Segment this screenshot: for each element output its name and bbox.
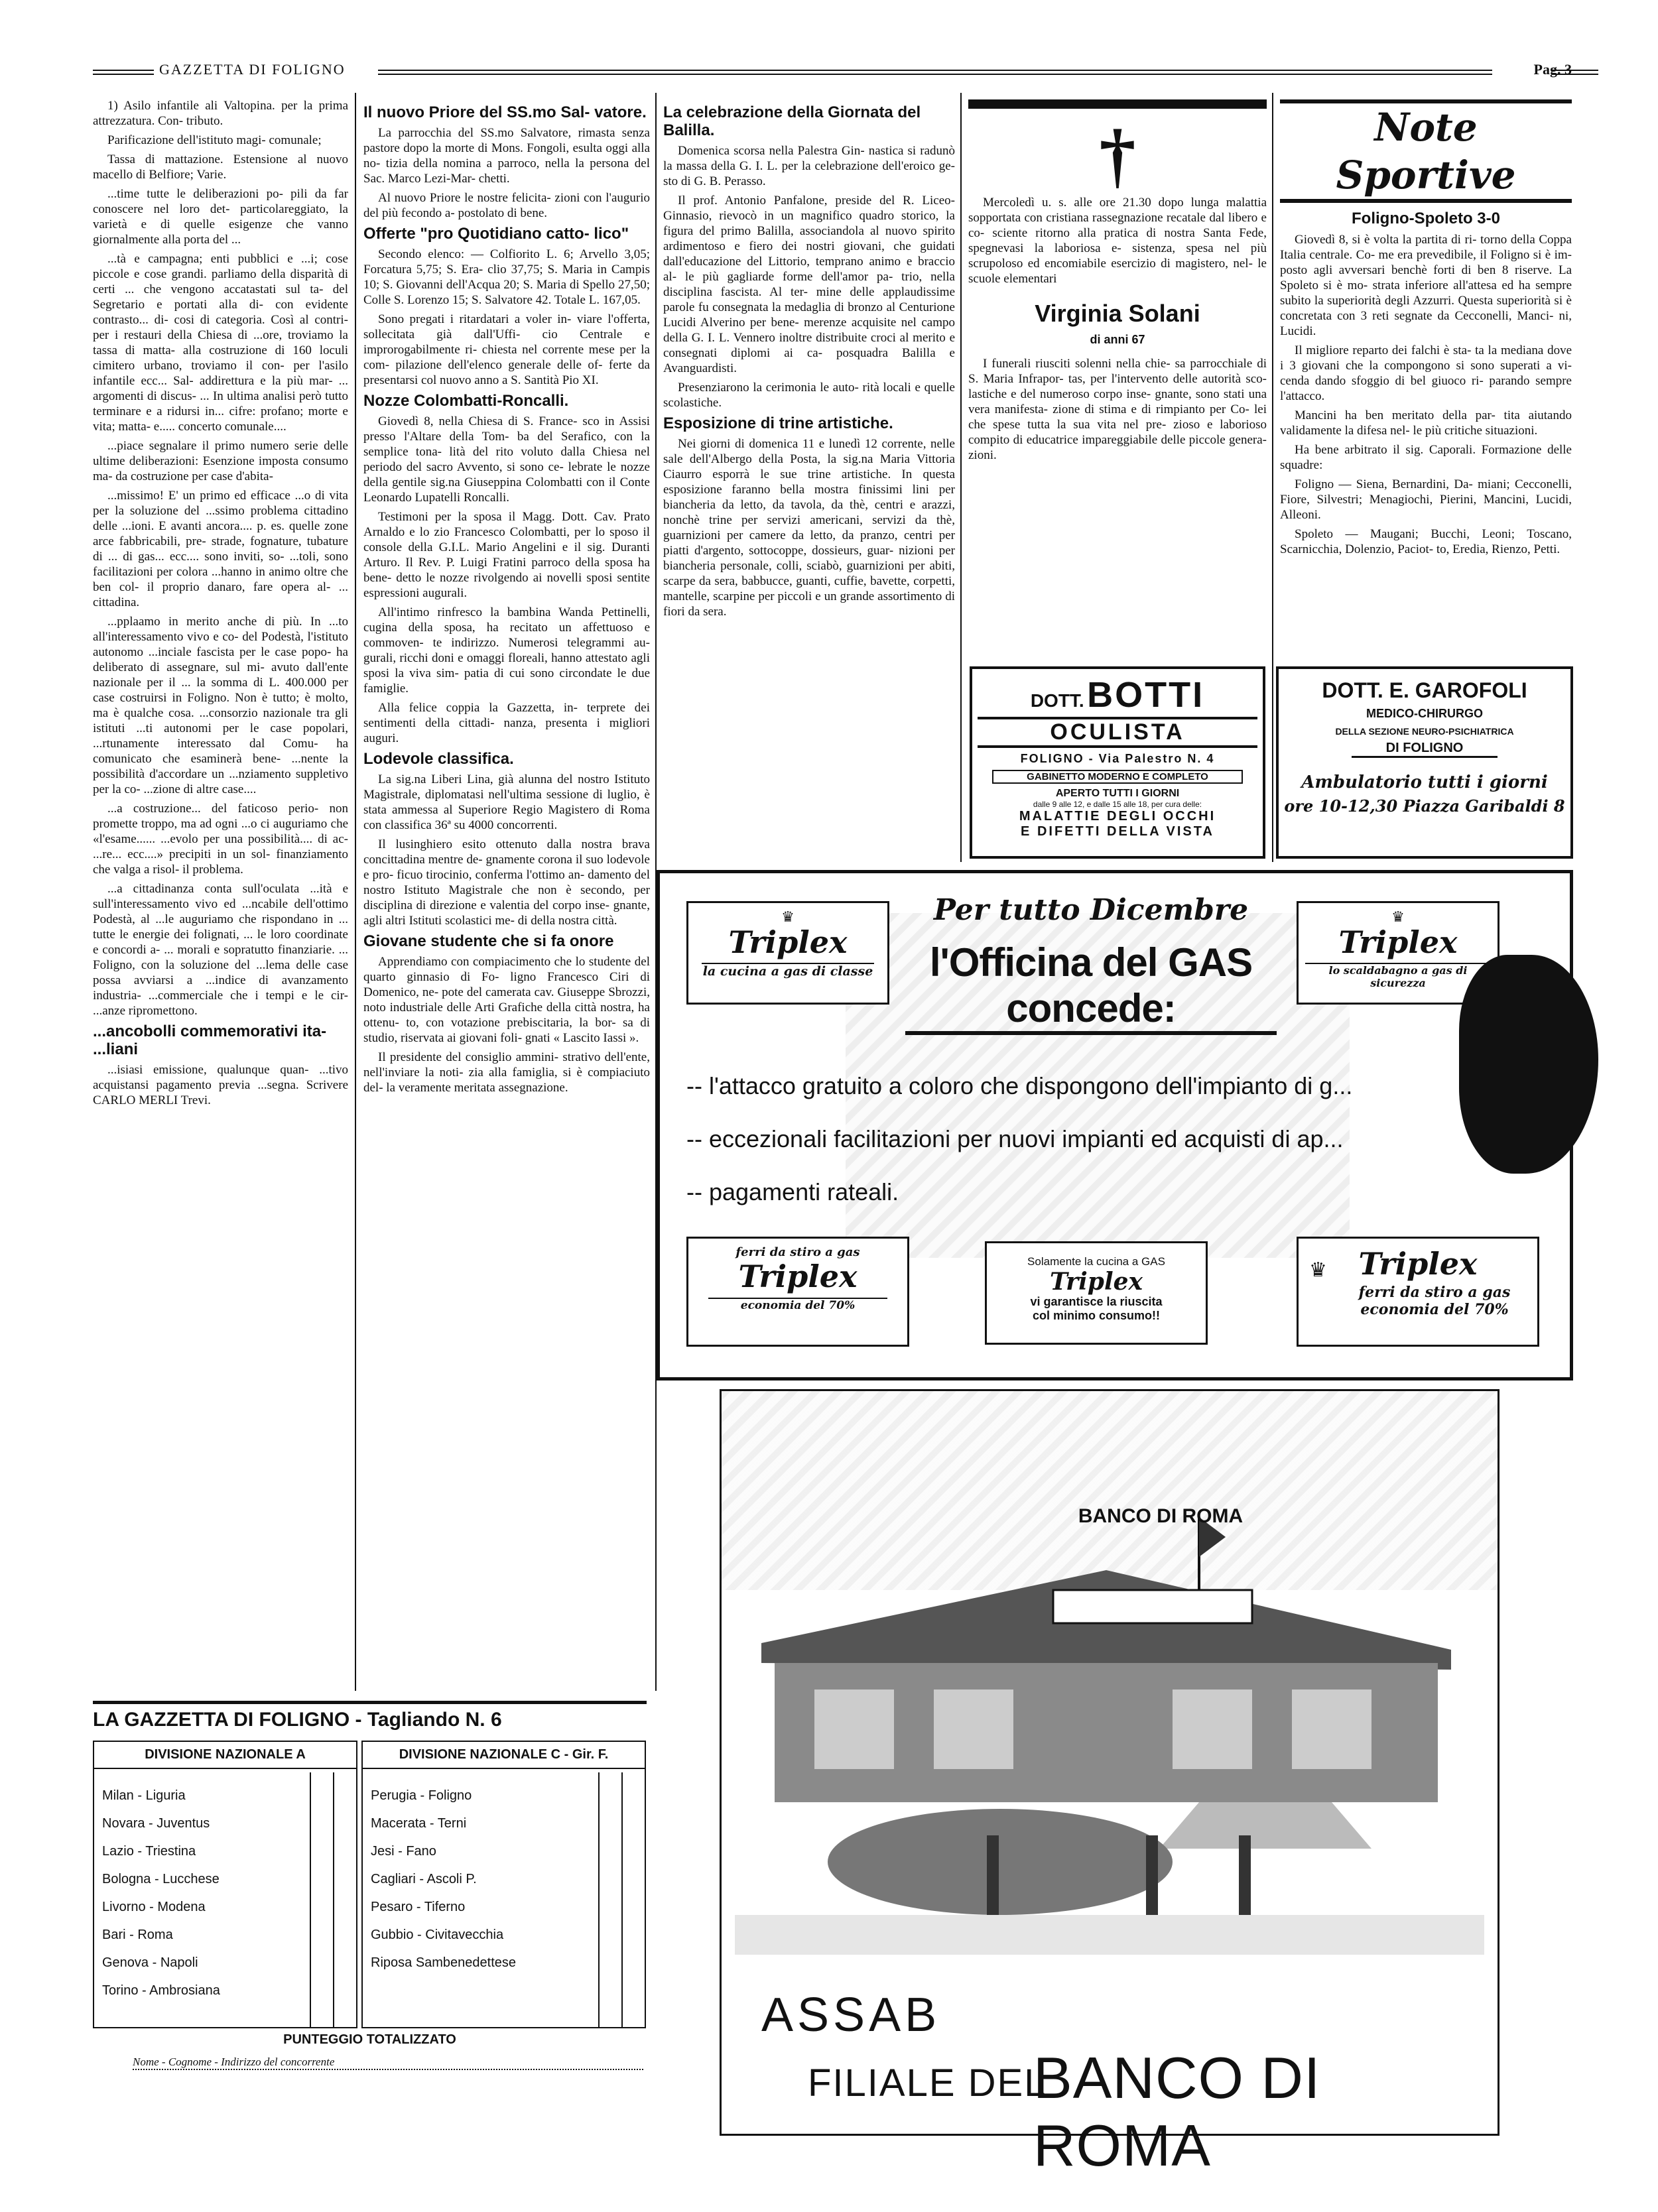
- triplex-logo-ferri: [686, 1237, 909, 1347]
- score-column-rule: [333, 1772, 334, 2027]
- article-paragraph: Il lusinghiero esito ottenuto dalla nostra brava concittadina mentre de- gnamente corona il suo lodevole e pro- ficuo tirocinio, conferma l'ottimo an- damento del nostro Istituto Magistrale che non è secondo, per disciplina di direzione e valentia del corpo inse- gnante, agli altri Istituti scolastici me- di della nostra città.: [363, 837, 650, 928]
- article-title: Nozze Colombatti-Roncalli.: [363, 392, 569, 410]
- division-a-header: DIVISIONE NAZIONALE A: [94, 1742, 356, 1769]
- triplex-ferri-sub: economia del 70%: [708, 1298, 887, 1312]
- stamps-heading: ...ancobolli commemorativi ita- ...liani: [93, 1022, 327, 1058]
- coupon-title: LA GAZZETTA DI FOLIGNO - Tagliando N. 6: [93, 1709, 502, 1731]
- triplex-logo-ferri-2: [1297, 1237, 1539, 1347]
- stamps-text: ...isiasi emissione, qualunque quan- ...tivo acquistansi pagamento previa ...segna. Scrivere CARLO MERLI Trevi.: [93, 1063, 348, 1107]
- match-row: Milan - Liguria: [102, 1788, 186, 1803]
- match-row: Genova - Napoli: [102, 1955, 198, 1970]
- garofoli-role: MEDICO-CHIRURGO: [1366, 707, 1483, 720]
- bank-sign-board: [1053, 1590, 1252, 1623]
- triplex-center-line-3: vi garantisce la riuscita: [1030, 1295, 1163, 1308]
- triplex-headline-2: l'Officina del GAS concede:: [905, 940, 1277, 1035]
- col1-paragraph: 1) Asilo infantile ali Valtopina. per la prima attrezzatura. Con- tributo.: [93, 99, 348, 128]
- triplex-wordmark: Triplex: [1338, 924, 1458, 960]
- ad-triplex: [657, 870, 1573, 1381]
- palm-trees: [828, 1809, 1173, 1915]
- obituary-text-block: [968, 195, 1267, 290]
- match-row: Gubbio - Civitavecchia: [371, 1928, 504, 1942]
- triplex-wordmark: Triplex: [728, 924, 848, 960]
- bank-city: ASSAB: [761, 1989, 941, 2042]
- building-icon: [735, 1517, 1484, 1955]
- sports-paragraph: Spoleto — Maugani; Bucchi, Leoni; Toscano, Scarnicchia, Dolenzio, Paciot- to, Eredia, Rienzo, Petti.: [1280, 527, 1572, 556]
- bank-footer-prefix: FILIALE DEL: [808, 2061, 1047, 2105]
- article-paragraph: Presenziarono la cerimonia le auto- rità locali e quelle scolastiche.: [663, 381, 955, 410]
- triplex-logo-cucina: [686, 901, 889, 1005]
- article-paragraph: Alla felice coppia la Gazzetta, in- terprete dei sentimenti della cittadi- nanza, presenta i migliori auguri.: [363, 701, 650, 745]
- triplex-headline-1: Per tutto Dicembre: [933, 893, 1249, 927]
- triplex-ferri-2-sub: ferri da stiro a gas economia del 70%: [1358, 1284, 1511, 1318]
- publication-name: GAZZETTA DI FOLIGNO: [159, 61, 346, 78]
- column-middle-left: [363, 99, 650, 1684]
- botti-cabinet: GABINETTO MODERNO E COMPLETO: [992, 770, 1243, 784]
- ad-banco-di-roma: [720, 1389, 1499, 2178]
- match-row: Jesi - Fano: [371, 1844, 436, 1859]
- match-row: Bari - Roma: [102, 1928, 173, 1942]
- garofoli-name: DOTT. E. GAROFOLI: [1322, 678, 1527, 702]
- match-row: Novara - Juventus: [102, 1816, 210, 1831]
- triplex-bullet-1: -- l'attacco gratuito a coloro che dispongono dell'impianto di g...: [686, 1072, 1353, 1099]
- page-number: Pag. 3: [1533, 61, 1572, 78]
- coupon-division-a: [93, 1741, 357, 2028]
- match-row: Torino - Ambrosiana: [102, 1983, 220, 1998]
- match-row: Bologna - Lucchese: [102, 1872, 220, 1886]
- building-window: [934, 1690, 1013, 1769]
- match-row: Riposa Sambenedettese: [371, 1955, 517, 1970]
- sports-paragraph: Giovedì 8, si è volta la partita di ri- torno della Coppa Italia centrale. Co- me era prevedibile, il Foligno si è im- posto agli avversari benchè forti di ben 8 riserve. La Spoleto si è mo- strata inferiore all'attesa ed ha sempre subito la superiorità degli Azzurri. Questa superiorità si è concretata con 3 reti segnate da Cecconelli, Manci- ni, Lucidi.: [1280, 233, 1572, 338]
- article-paragraph: All'intimo rinfresco la bambina Wanda Pettinelli, cugina della sposa, ha recitato un affettuoso e commoven- te indirizzo. Numerosi telegrammi au- gurali, ricchi doni e omaggi floreali, hanno attestato agli sposi la viva sim- patia di cui sono circondate le due famiglie.: [363, 605, 650, 696]
- deceased-age: di anni 67: [1090, 333, 1145, 346]
- triplex-center-line-4: col minimo consumo!!: [1032, 1309, 1160, 1322]
- article-paragraph: Testimoni per la sposa il Magg. Dott. Cav. Prato Arnaldo e lo zio Francesco Colombatti, per lo sposo il console della G.I.L. Mario Angelini e il sig. Duranti Arturo. Il Rev. P. Luigi Fratini parroco della sposa ha bene- detto le nozze rivolgendo ai novelli sposi sentite espressioni augurali.: [363, 510, 650, 600]
- col1-paragraph: ...tà e campagna; enti pubblici e ...i; cose piccole e cose grandi. parliamo della disparità di certi ... che vengono accatastati sul ta- del Segretario e portati alla di- con evidente contrasto... di- cosi di categoria. Così al contri- per i restauri della Chiesa di ...ore, troviamo la tassa di matta- alla costruzione di 160 loculi cimitero urbano, troviamo il con- per l'asilo infantile ecc... Sal- addirettura e la più mar- ... argomenti di discus- ... In ultima analisi però tutto terminare e a ridursi in... cifre: profano; morte e vita; matta- e..... concerto comunale....: [93, 252, 348, 434]
- col1-paragraph: ...missimo! E' un primo ed efficace ...o di vita per la soluzione del ...ssimo problema cittadino delle ...ioni. E avanti ancora.... p. es. quelle zone arce fabbricabili, pre- strade, fognature, tubature di ... di gas... ecc.... sono inviti, so- ...toli, sono facilitazioni per colora ...hanno in animo oltre che ben col- il proprio danaro, fare opera al- ... cittadina.: [93, 489, 348, 609]
- col1-paragraph: ...pplaamo in merito anche di più. In ...to all'interessamento vivo e co- del Podestà, l'istituto autonomo ...inciale fascista per le case popo- ha deliberato di assegnare, sul mi- avuto dall'ente nazionale per il ... la somma di L. 400.000 per case costruirsi in Foligno. Non è tutto; è molto, ma è qualche cosa. ...consorzio nazionale tra gli istituti ...ti autonomi per le case popolari, ...rtunamente interessato dal Comu- ha comunicato che esaminerà bene- ...nente la possibilità d'accordare un ...nziamento suppletivo per la co- ...zione di altre case....: [93, 615, 348, 796]
- article-title: Esposizione di trine artistiche.: [663, 414, 893, 432]
- article-paragraph: Giovedì 8, nella Chiesa di S. France- sco in Assisi presso l'Altare della Tom- ba del Serafico, con la semplice tona- lità del rito voluto dalla Chiesa nel periodo del sacro Avvento, si sono ce- lebrate le nozze della gentile sig.na Giuseppina Colombatti con il Conte Leonardo Lupatelli Roncalli.: [363, 414, 650, 505]
- page-header: [93, 61, 1598, 81]
- sports-banner: Note Sportive: [1280, 99, 1572, 203]
- match-row: Pesaro - Tiferno: [371, 1900, 466, 1914]
- botti-prefix: DOTT.: [1030, 690, 1084, 711]
- triplex-wordmark: Triplex: [738, 1259, 858, 1294]
- triplex-ferri-top: ferri da stiro a gas: [735, 1245, 860, 1259]
- match-title: Foligno-Spoleto 3-0: [1352, 210, 1500, 227]
- score-column-rule: [310, 1772, 311, 2027]
- triplex-center-box: [985, 1241, 1208, 1345]
- cross-icon: †: [1099, 115, 1136, 196]
- crown-icon: ♛: [781, 908, 795, 925]
- article-paragraph: Apprendiamo con compiacimento che lo studente del quarto ginnasio di Fo- ligno Francesco Ciri di Domenico, ne- pote del camerata cav. Giuseppe Sbrozzi, noto industriale delle Arti Grafiche della città nostra, ha ottenu- to, con votazione prebiscitaria, la bor- sa di studio, riservata ai giovani foli- gnati « Lascito Iassi ».: [363, 955, 650, 1045]
- col1-paragraph: ...a costruzione... del faticoso perio- non promette troppo, ma ad ogni ...o ci auguriamo che «l'esame...... ...evolo per una possibilità.... di ac- ...re... ecc....» precipiti in un sol- finanziamento che valga a risol- il problema.: [93, 802, 348, 877]
- botti-address: FOLIGNO - Via Palestro N. 4: [1020, 752, 1215, 765]
- match-row: Cagliari - Ascoli P.: [371, 1872, 477, 1886]
- botti-spec-2: E DIFETTI DELLA VISTA: [1021, 824, 1214, 839]
- article-paragraph: Il prof. Antonio Panfalone, preside del R. Liceo-Ginnasio, rievocò in un magnifico quadro storico, la figura del primo Balilla, associandola al nuovo spirito ardimentoso e fiero dei nostri giovani, che guidati dall'educazione del Littorio, temprano animo e braccio al- le più gagliarde forme dell'amor pa- trio, nella disciplina fascista. Al ter- mine delle applaudissime parole fu consegnata la medaglia di bronzo al Centurione Lucidi Alverino per bene- merenze acquisite nel campo della G. I. L. Vennero inoltre distribuite croci al merito e consegnati diplomi ai ca- posquadra Balilla e Avanguardisti.: [663, 194, 955, 375]
- article-title: Giovane studente che si fa onore: [363, 932, 614, 950]
- col1-paragraph: Tassa di mattazione. Estensione al nuovo macello di Belfiore; Varie.: [93, 153, 348, 182]
- article-title: Il nuovo Priore del SS.mo Sal- vatore.: [363, 103, 647, 121]
- article-paragraph: La sig.na Liberi Lina, già alunna del nostro Istituto Magistrale, diplomatasi nell'ultima sessione di luglio, è stata ammessa al Superiore Regio Magistero di Roma con classifica 36ª su 4000 concorrenti.: [363, 772, 650, 832]
- division-c-header: DIVISIONE NAZIONALE C - Gir. F.: [363, 1742, 645, 1769]
- article-title: La celebrazione della Giornata del Balilla.: [663, 103, 921, 139]
- article-paragraph: Domenica scorsa nella Palestra Gin- nastica si radunò la massa della G. I. L. per la celebrazione dell'eroico ge- sto di G. B. Perasso.: [663, 144, 955, 188]
- building-window: [1292, 1690, 1371, 1769]
- ad-botti: [970, 666, 1265, 859]
- obituary-text: Mercoledì u. s. alle ore 21.30 dopo lunga malattia sopportata con cristiana rassegnazione recatale dal libero e co- sciente ritorno alla pratica di nostra Santa Fede, spegnevasi la laboriosa e- sistenza, spesa nel più scrupoloso ed encomiabile esercizio di magistero, nel- le scuole elementari: [968, 196, 1267, 286]
- ad-garofoli: [1276, 666, 1573, 859]
- header-rule-right: [1552, 70, 1598, 75]
- col1-paragraph: Parificazione dell'istituto magi- comunale;: [107, 133, 322, 147]
- article-title: Offerte "pro Quotidiano catto- lico": [363, 225, 629, 243]
- sports-paragraph: Il migliore reparto dei falchi è sta- ta la mediana dove i 3 giovani che la compongono si sono superati a vi- cenda dando sfoggio di bel giuoco ri- parando sempre l'attacco.: [1280, 343, 1572, 403]
- match-row: Perugia - Foligno: [371, 1788, 472, 1803]
- botti-hours-detail: dalle 9 alle 12, e dalle 15 alle 18, per cura delle:: [1033, 800, 1202, 809]
- col1-paragraph: ...time tutte le deliberazioni po- pili da far conoscere nel loro det- particolareggiato, la varietà e di quelle esigenze che vanno giornalmente alla porta del ...: [93, 187, 348, 247]
- col1-paragraph: ...piace segnalare il primo numero serie delle ultime deliberazioni: Esenzione imposta consumo ma- da costruzione per case d'abita-: [93, 439, 348, 483]
- botti-name-line: [972, 674, 1263, 715]
- coupon-name-field[interactable]: Nome - Cognome - Indirizzo del concorrente: [133, 2056, 643, 2070]
- column-middle: [663, 99, 955, 862]
- crown-icon: ♛: [1309, 1259, 1327, 1281]
- bank-sign-text: BANCO DI ROMA: [1078, 1505, 1244, 1527]
- header-rule-left: [93, 70, 154, 75]
- article-paragraph: Sono pregati i ritardatari a voler in- viare l'offerta, sollecitata già dall'Uffi- cio Centrale e improrogabilmente ri- chiesta nel corrente mese per la com- pilazione dell'elenco generale delle of- ferte da presentarsi col nuovo anno a S. Santità Pio XI.: [363, 312, 650, 387]
- obituary-text-2: I funerali riusciti solenni nella chie- sa parrocchiale di S. Maria Infrapor- tas, per l'intervento delle autorità sco- lastiche e del numeroso corpo inse- gnante, sono stati una vera manifesta- zione di stima e di rimpianto per Co- lei che spese tutta la sua vita nel pre- zioso e laborioso compito di educatrice impareggiabile delle piccole genera- zioni.: [968, 357, 1267, 462]
- coupon-division-c: [361, 1741, 646, 2028]
- entrance-steps: [1159, 1802, 1371, 1849]
- sports-body: [1280, 232, 1572, 709]
- score-column-rule: [621, 1772, 623, 2027]
- column-divider: [1272, 93, 1273, 862]
- botti-role: OCULISTA: [978, 717, 1257, 748]
- article-paragraph: La parrocchia del SS.mo Salvatore, rimasta senza pastore dopo la morte di Mons. Fongoli, esulta oggi alla no- tizia della nomina a parroco, nella la persona del Sac. Marco Lezi-Mar- chetti.: [363, 126, 650, 186]
- garofoli-clinic: Ambulatorio tutti i giorni: [1301, 772, 1548, 792]
- coupon-total: PUNTEGGIO TOTALIZZATO: [283, 2032, 456, 2047]
- coupon: [93, 1701, 647, 2072]
- article-paragraph: Nei giorni di domenica 11 e lunedì 12 corrente, nelle sale dell'Albergo della Posta, la sig.na Maria Vittoria Ciaurro esporrà le sue trine artistiche. In questa esposizione faranno bella mostra finissimi lini per biancheria da letto, da tavola, da thè, centri e arazzi, nonchè trine per servizi americani, servizi da thè, guarnizioni per camere da letto, da pranzo, centri per piatti d'argento, sottocoppe, dossieurs, guar- nizioni per biancheria personale, colli, sciabò, guarnizioni per abiti, scarpe da sera, babbucce, guanti, cuffie, bavette, corpetti, mantelle, scarpine per piccoli e un grande assortimento di fiori da sera.: [663, 437, 955, 619]
- bank-footer-name: BANCO DI ROMA: [1033, 2045, 1321, 2178]
- garofoli-city: DI FOLIGNO: [1352, 741, 1498, 758]
- obituary-text-block-2: [968, 356, 1267, 467]
- sports-paragraph: Foligno — Siena, Bernardini, Da- miani; Cecconelli, Fiore, Silvestri; Menagiochi, Pierini, Mancini, Lucidi, Alleoni.: [1280, 477, 1572, 522]
- triplex-center-line-1: Solamente la cucina a GAS: [1027, 1255, 1165, 1268]
- botti-hours: APERTO TUTTI I GIORNI: [1055, 788, 1180, 799]
- triplex-cucina-sub: la cucina a gas di classe: [702, 964, 873, 979]
- header-rule-center: [378, 70, 1492, 75]
- botti-name: BOTTI: [1087, 675, 1205, 715]
- column-divider: [960, 93, 962, 862]
- triplex-bullet-2: -- eccezionali facilitazioni per nuovi impianti ed acquisti di ap...: [686, 1125, 1344, 1152]
- burn-mark: [1459, 955, 1598, 1174]
- col1-paragraph: ...a cittadinanza conta sull'oculata ...ità e sull'interessamento vivo ed ...ncabile dell'ottimo Podestà, al ...le auguriamo che rispondano in ... tutte le energie dei folignati, ... le loro coordinate e concordi a- ... morali e sopratutto finanziarie. ... Foligno, con la soluzione del ...lema delle case possa avviarsi a ...indice di avanzamento industria- ...commerciale che i tempi e le cir- ...anze ripromettono.: [93, 882, 348, 1018]
- building-window: [814, 1690, 894, 1769]
- garofoli-hours: ore 10-12,30 Piazza Garibaldi 8: [1284, 796, 1565, 816]
- column-left: [93, 98, 348, 1690]
- article-paragraph: Il presidente del consiglio ammini- strativo dell'ente, nell'inviare la noti- zia alla famiglia, si è compiaciuto del- la veramente meritata assegnazione.: [363, 1050, 650, 1095]
- triplex-scaldabagno-sub: lo scaldabagno a gas di sicurezza: [1305, 963, 1491, 989]
- obituary: [968, 99, 1267, 617]
- deceased-name: Virginia Solani: [1035, 300, 1200, 327]
- article-paragraph: Al nuovo Priore le nostre felicita- zioni con l'augurio del più fecondo a- postolato di bene.: [363, 191, 650, 220]
- match-row: Lazio - Triestina: [102, 1844, 196, 1859]
- triplex-wordmark: Triplex: [1358, 1246, 1478, 1282]
- match-row: Macerata - Terni: [371, 1816, 467, 1831]
- col1-body: [93, 98, 348, 1018]
- building-window: [1173, 1690, 1252, 1769]
- article-paragraph: Secondo elenco: — Colfiorito L. 6; Arvello 3,05; Forcatura 5,75; S. Era- clio 37,75; S. Maria in Campis 10; S. Giovanni dell'Acqua 20; S. Maria di Spello 27,50; Colle S. Lorenzo 15; S. Salvatore 42. Totale L. 167,05.: [363, 247, 650, 307]
- sports-section: [1280, 99, 1572, 643]
- article-title: Lodevole classifica.: [363, 750, 514, 768]
- sports-paragraph: Ha bene arbitrato il sig. Caporali. Formazione delle squadre:: [1280, 443, 1572, 472]
- match-row: Livorno - Modena: [102, 1900, 206, 1914]
- botti-spec-1: MALATTIE DEGLI OCCHI: [1019, 809, 1216, 824]
- triplex-bullet-3: -- pagamenti rateali.: [686, 1178, 899, 1205]
- bank-building-illustration: [735, 1491, 1484, 1955]
- coupon-top-rule: [93, 1701, 647, 1704]
- score-column-rule: [598, 1772, 600, 2027]
- ground: [735, 1915, 1484, 1955]
- obituary-top-bar: [968, 99, 1267, 109]
- triplex-center-line-2: Triplex: [1049, 1268, 1143, 1296]
- column-divider: [355, 93, 356, 1691]
- sports-paragraph: Mancini ha ben meritato della par- tita aiutando validamente la difesa nel- le più critiche situazioni.: [1280, 408, 1572, 438]
- garofoli-section: DELLA SEZIONE NEURO-PSICHIATRICA: [1335, 726, 1514, 737]
- crown-icon: ♛: [1391, 908, 1405, 925]
